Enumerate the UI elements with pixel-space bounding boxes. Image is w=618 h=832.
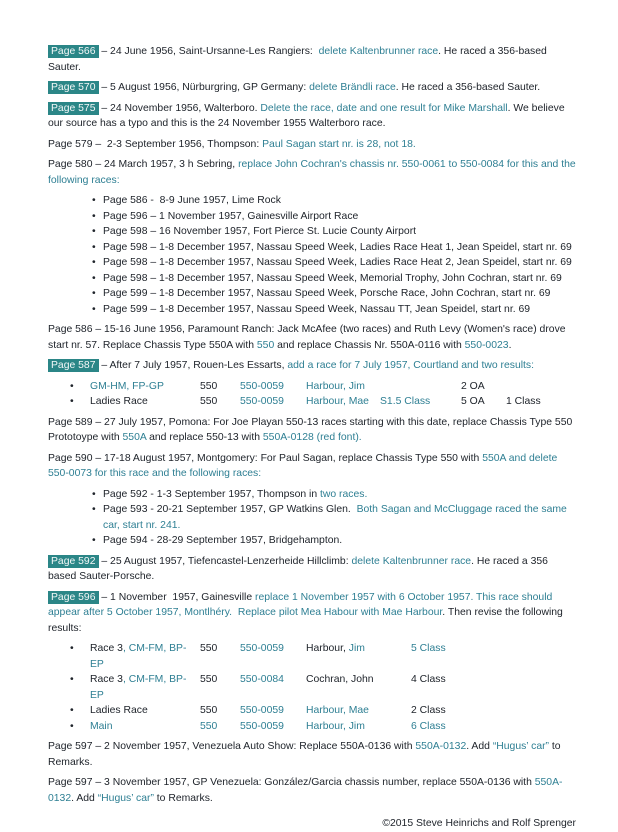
table-cell [306,719,411,735]
table-cell [240,719,306,735]
table-cell [411,703,446,719]
text-segment: 6 Class [411,720,446,732]
text-segment: 550-0059 [240,643,284,654]
table-cell [411,641,446,657]
text-segment: “Hugus’ car” [492,741,550,752]
text-segment: add a race for 7 July 1957, Courtland and two results: [287,360,535,371]
text-segment: – 24 November 1956, Walterboro. [98,102,261,114]
list-item [92,302,576,318]
text-segment: replace John Cochran's chassis nr. 550-0061 to 550-0084 for this and the following races: [48,159,579,186]
table-cell [200,641,240,657]
table-cell [380,394,461,410]
text-segment: 550-0059 [240,705,284,716]
text-segment: 5 OA [461,396,485,407]
text-segment: Cochran, John [306,674,374,685]
text-segment: . He raced a 356 based Sauter-Porsche. [48,555,551,582]
text-segment: Harbour, Mae [306,396,369,407]
paragraph [48,322,576,353]
text-segment: Page 599 – 1-8 December 1957, Nassau Speed Week, Porsche Race, John Cochran, start nr. 69 [103,288,551,299]
text-segment: to Remarks. [48,741,564,768]
text-segment: 550-0059 [240,720,284,732]
paragraph [48,554,576,585]
paragraph [48,590,576,637]
table-row [70,394,576,410]
table-cell [240,672,306,688]
text-segment: Page 598 – 1-8 December 1957, Nassau Speed Week, Memorial Trophy, John Cochran, start nr. 69 [103,272,562,284]
table-cell [200,719,240,735]
text-segment: replace 1 November 1957 with 6 October 1957. This race should appear after 5 October 1957, Montlhéry. Replace pilot Mea Habour with Mae Harbour [48,591,556,618]
text-segment: “Hugus’ car” [97,792,154,804]
text-segment: – 25 August 1957, Tiefencastel-Lenzerheide Hillclimb: [98,555,352,567]
page-ref-highlight: Page 592 [48,555,99,568]
table-cell [200,379,240,395]
page-ref-highlight: Page 566 [48,45,99,58]
text-segment: 2 OA [461,380,485,392]
text-segment: . He raced a 356-based Sauter. [395,82,541,93]
text-segment: Both Sagan and McCluggage raced the same car, start nr. 241. [103,504,570,531]
list-item [92,209,576,225]
text-segment: 550 [200,380,218,392]
table-cell [461,394,506,410]
text-segment: Page 599 – 1-8 December 1957, Nassau Speed Week, Nassau TT, Jean Speidel, start nr. 69 [103,303,531,315]
page-ref-highlight: Page 587 [48,359,99,372]
list-item [92,271,576,287]
text-segment: 550 [200,674,218,685]
table-cell [306,379,380,395]
list-item [92,224,576,240]
text-segment: Page 598 – 1-8 December 1957, Nassau Speed Week, Ladies Race Heat 2, Jean Speidel, start nr. 69 [103,257,572,268]
table-cell [90,394,200,410]
bullet-list [48,193,576,317]
paragraph [48,137,576,153]
document-body [48,44,579,806]
page-ref-highlight: Page 596 [48,591,99,604]
page-ref-highlight: Page 570 [48,81,99,94]
text-segment: and replace 550-13 with [146,432,263,443]
text-segment: – 5 August 1956, Nürburgring, GP Germany: [98,82,310,93]
text-segment: Page 579 – 2-3 September 1956, Thompson: [48,138,263,150]
table-cell [240,641,306,657]
table-cell [306,672,411,688]
text-segment: Harbour, Mae [306,705,369,716]
table-cell [90,719,200,735]
text-segment: S1.5 Class [380,396,431,407]
paragraph [48,775,576,806]
text-segment: Page 580 – 24 March 1957, 3 h Sebring, [48,159,239,170]
text-segment: Page 596 – 1 November 1957, Gainesville Airport Race [103,210,359,222]
table-cell [90,672,200,703]
paragraph [48,451,576,482]
table-row [70,672,576,703]
text-segment: Page 594 - 28-29 September 1957, Bridgehampton. [103,535,343,546]
text-segment: 1 Class [506,396,541,407]
text-segment: Page 589 – 27 July 1957, Pomona: For Joe Playan 550-13 races starting with this date, replace Chassis Type 550 Prototoype with [48,416,576,443]
table-row [70,641,576,672]
paragraph [48,101,576,132]
list-item [92,533,576,549]
text-segment: 550-0023 [464,339,509,351]
text-segment: 550 [200,643,218,654]
text-segment: . We believe our source has a typo and this is the 24 November 1955 Walterboro race. [48,102,568,129]
text-segment: Page 597 – 2 November 1957, Venezuela Auto Show: Replace 550A-0136 with [48,741,416,752]
text-segment: Jim [345,643,365,654]
table-cell [240,703,306,719]
text-segment: delete Brändli race [309,82,396,93]
table-cell [240,379,306,395]
text-segment: Page 586 - 8-9 June 1957, Lime Rock [103,195,281,206]
text-segment: , CM-FM, BP-EP [90,674,187,701]
table-row [70,719,576,735]
text-segment: Race 3 [90,643,123,654]
list-item [92,487,576,503]
text-segment: GM-HM, FP-GP [90,380,164,392]
table-cell [306,703,411,719]
bullet-list [48,487,576,549]
text-segment: Harbour, Jim [306,380,365,392]
page-ref-highlight: Page 575 [48,102,99,115]
text-segment: Paul Sagan start nr. is 28, not 18. [262,138,416,150]
table-cell [506,394,541,410]
results-table [48,379,576,410]
text-segment: . Add [71,792,98,804]
text-segment: 550 [200,396,218,407]
text-segment: . Add [466,741,493,752]
paragraph [48,415,576,446]
list-item [92,502,576,533]
table-cell [461,379,506,395]
text-segment: 550 [200,720,218,732]
text-segment: Harbour, [306,643,346,654]
text-segment: 550A-0132 [48,777,563,804]
table-row [70,379,576,395]
table-cell [90,703,200,719]
text-segment: Ladies Race [90,705,148,716]
text-segment: Page 592 - 1-3 September 1957, Thompson in [103,488,320,500]
text-segment: . Then revise the following results: [48,607,566,634]
table-cell [90,379,200,395]
text-segment: 550A [122,432,147,443]
text-segment: . He raced a 356-based Sauter. [48,46,550,73]
text-segment: 550-0084 [240,674,284,685]
table-cell [200,703,240,719]
table-cell [90,641,200,672]
text-segment: 5 Class [411,643,446,654]
text-segment: Page 593 - 20-21 September 1957, GP Watkins Glen. [103,504,357,515]
paragraph [48,44,576,75]
table-cell [306,394,380,410]
table-cell [200,672,240,688]
list-item [92,193,576,209]
text-segment: 550-0059 [240,380,284,392]
text-segment: 550-0059 [240,396,284,407]
table-cell [200,394,240,410]
text-segment: Page 590 – 17-18 August 1957, Montgomery: For Paul Sagan, replace Chassis Type 550 with [48,452,483,464]
text-segment: 550A-0128 (red font). [262,432,362,443]
text-segment: Race 3 [90,674,123,685]
text-segment: 550A and delete 550-0073 for this race and the following races: [48,452,561,479]
text-segment: delete Kaltenbrunner race [351,555,472,567]
text-segment: Delete the race, date and one result for Mike Marshall [260,102,508,114]
text-segment: Harbour, Jim [306,720,365,732]
text-segment: 550 [256,339,275,351]
text-segment: 4 Class [411,674,446,685]
table-row [70,703,576,719]
results-table [48,641,576,734]
text-segment: , CM-FM, BP-EP [90,643,187,670]
table-cell [306,641,411,657]
paragraph [48,80,576,96]
paragraph [48,157,579,188]
text-segment: two races. [320,488,368,500]
text-segment: 550A-0132 [415,741,467,752]
text-segment: . [508,339,512,351]
text-segment: Ladies Race [90,396,148,407]
text-segment: delete Kaltenbrunner race [318,46,439,57]
text-segment: Page 598 – 16 November 1957, Fort Pierce St. Lucie County Airport [103,226,417,237]
text-segment: Page 586 – 15-16 June 1956, Paramount Ranch: Jack McAfee (two races) and Ruth Levy (Women's race) drove start nr. 57. Replace Chassis Type 550A with [48,324,569,351]
text-segment: Page 598 – 1-8 December 1957, Nassau Speed Week, Ladies Race Heat 1, Jean Speidel, start nr. 69 [103,241,572,253]
text-segment: Main [90,720,113,732]
paragraph [48,739,576,770]
text-segment: 2 Class [411,705,446,716]
text-segment: and replace Chassis Nr. 550A-0116 with [274,339,465,351]
list-item [92,240,576,256]
table-cell [411,719,446,735]
table-cell [411,672,446,688]
text-segment: – After 7 July 1957, Rouen-Les Essarts, [98,360,288,371]
paragraph [48,358,576,374]
list-item [92,286,576,302]
text-segment: – 1 November 1957, Gainesville [98,591,256,603]
copyright-footer: ©2015 Steve Heinrichs and Rolf Sprenger [382,818,576,829]
text-segment: Page 597 – 3 November 1957, GP Venezuela: González/Garcia chassis number, replace 550A-0136 with [48,777,535,788]
text-segment: 550 [200,705,218,716]
text-segment: – 24 June 1956, Saint-Ursanne-Les Rangiers: [98,46,319,57]
list-item [92,255,576,271]
table-cell [240,394,306,410]
text-segment: to Remarks. [153,792,213,804]
